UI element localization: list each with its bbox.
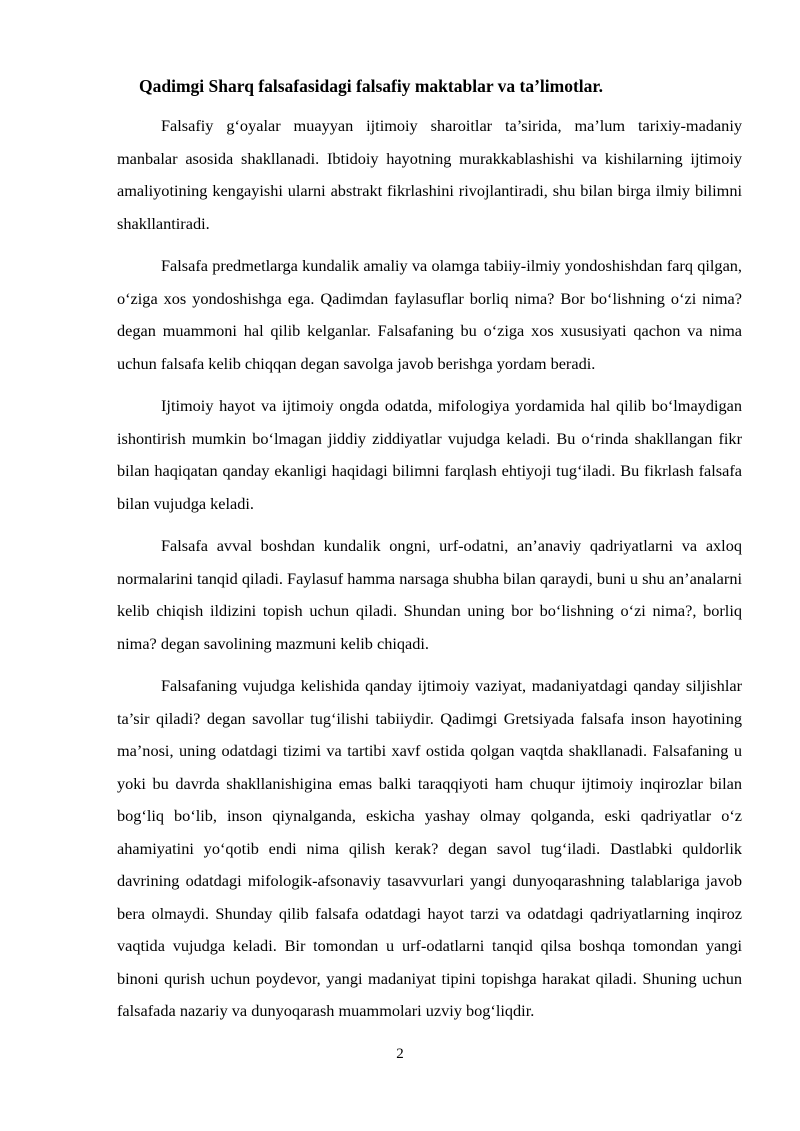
paragraph-1: Falsafiy g‘oyalar muayyan ijtimoiy sharoitlar ta’sirida, ma’lum tarixiy-madaniy manbalar asosida shakllanadi. Ibtidoiy hayotning murakkablashishi va kishilarning ijtimoiy amaliyotining kengayishi ularni abstrakt fikrlashini rivojlantiradi, shu bilan birga ilmiy bilimni shakllantiradi. — [117, 116, 742, 233]
paragraph-4: Falsafa avval boshdan kundalik ongni, urf-odatni, an’anaviy qadriyatlarni va axloq normalarini tanqid qiladi. Faylasuf hamma narsaga shubha bilan qaraydi, buni u shu an’analarni kelib chiqish ildizini topish uchun qiladi. Shundan uning bor bo‘lishning o‘zi nima?, borliq nima? degan savolining mazmuni kelib chiqadi. — [117, 536, 742, 653]
page-number: 2 — [396, 1046, 404, 1062]
paragraph-5: Falsafaning vujudga kelishida qanday ijtimoiy vaziyat, madaniyatdagi qanday siljishlar ta’sir qiladi? degan savollar tug‘ilishi tabiiydir. Qadimgi Gretsiyada falsafa inson hayotining ma’nosi, uning odatdagi tizimi va tartibi xavf ostida qolgan vaqtda shakllanadi. Falsafaning u yoki bu davrda shakllanishigina emas balki taraqqiyoti ham chuqur ijtimoiy inqirozlar bilan bog‘liq bo‘lib, inson qiynalganda, eskicha yashay olmay qolganda, eski qadriyatlar o‘z ahamiyatini yo‘qotib endi nima qilish kerak? degan savol tug‘iladi. Dastlabki quldorlik davrining odatdagi mifologik-afsonaviy tasavvurlari yangi dunyoqarashning talablariga javob bera olmaydi. Shunday qilib falsafa odatdagi hayot tarzi va odatdagi qadriyatlarning inqiroz vaqtida vujudga keladi. Bir tomondan u urf-odatlarni tanqid qilsa boshqa tomondan yangi binoni qurish uchun poydevor, yangi madaniyat tipini topishga harakat qiladi. Shuning uchun falsafada nazariy va dunyoqarash muammolari uzviy bog‘liqdir. — [117, 676, 742, 1020]
page-content — [117, 72, 742, 1038]
paragraph-3: Ijtimoiy hayot va ijtimoiy ongda odatda, mifologiya yordamida hal qilib bo‘lmaydigan ishontirish mumkin bo‘lmagan jiddiy ziddiyatlar vujudga keladi. Bu o‘rinda shakllangan fikr bilan haqiqatan qanday ekanligi haqidagi bilimni farqlash ehtiyoji tug‘iladi. Bu fikrlash falsafa bilan vujudga keladi. — [117, 396, 742, 513]
paragraph-2: Falsafa predmetlarga kundalik amaliy va olamga tabiiy-ilmiy yondoshishdan farq qilgan, o‘ziga xos yondoshishga ega. Qadimdan faylasuflar borliq nima? Bor bo‘lishning o‘zi nima? degan muammoni hal qilib kelganlar. Falsafaning bu o‘ziga xos xususiyati qachon va nima uchun falsafa kelib chiqqan degan savolga javob berishga yordam beradi. — [117, 256, 742, 373]
section-title: Qadimgi Sharq falsafasidagi falsafiy maktablar va ta’limotlar. — [139, 76, 603, 96]
